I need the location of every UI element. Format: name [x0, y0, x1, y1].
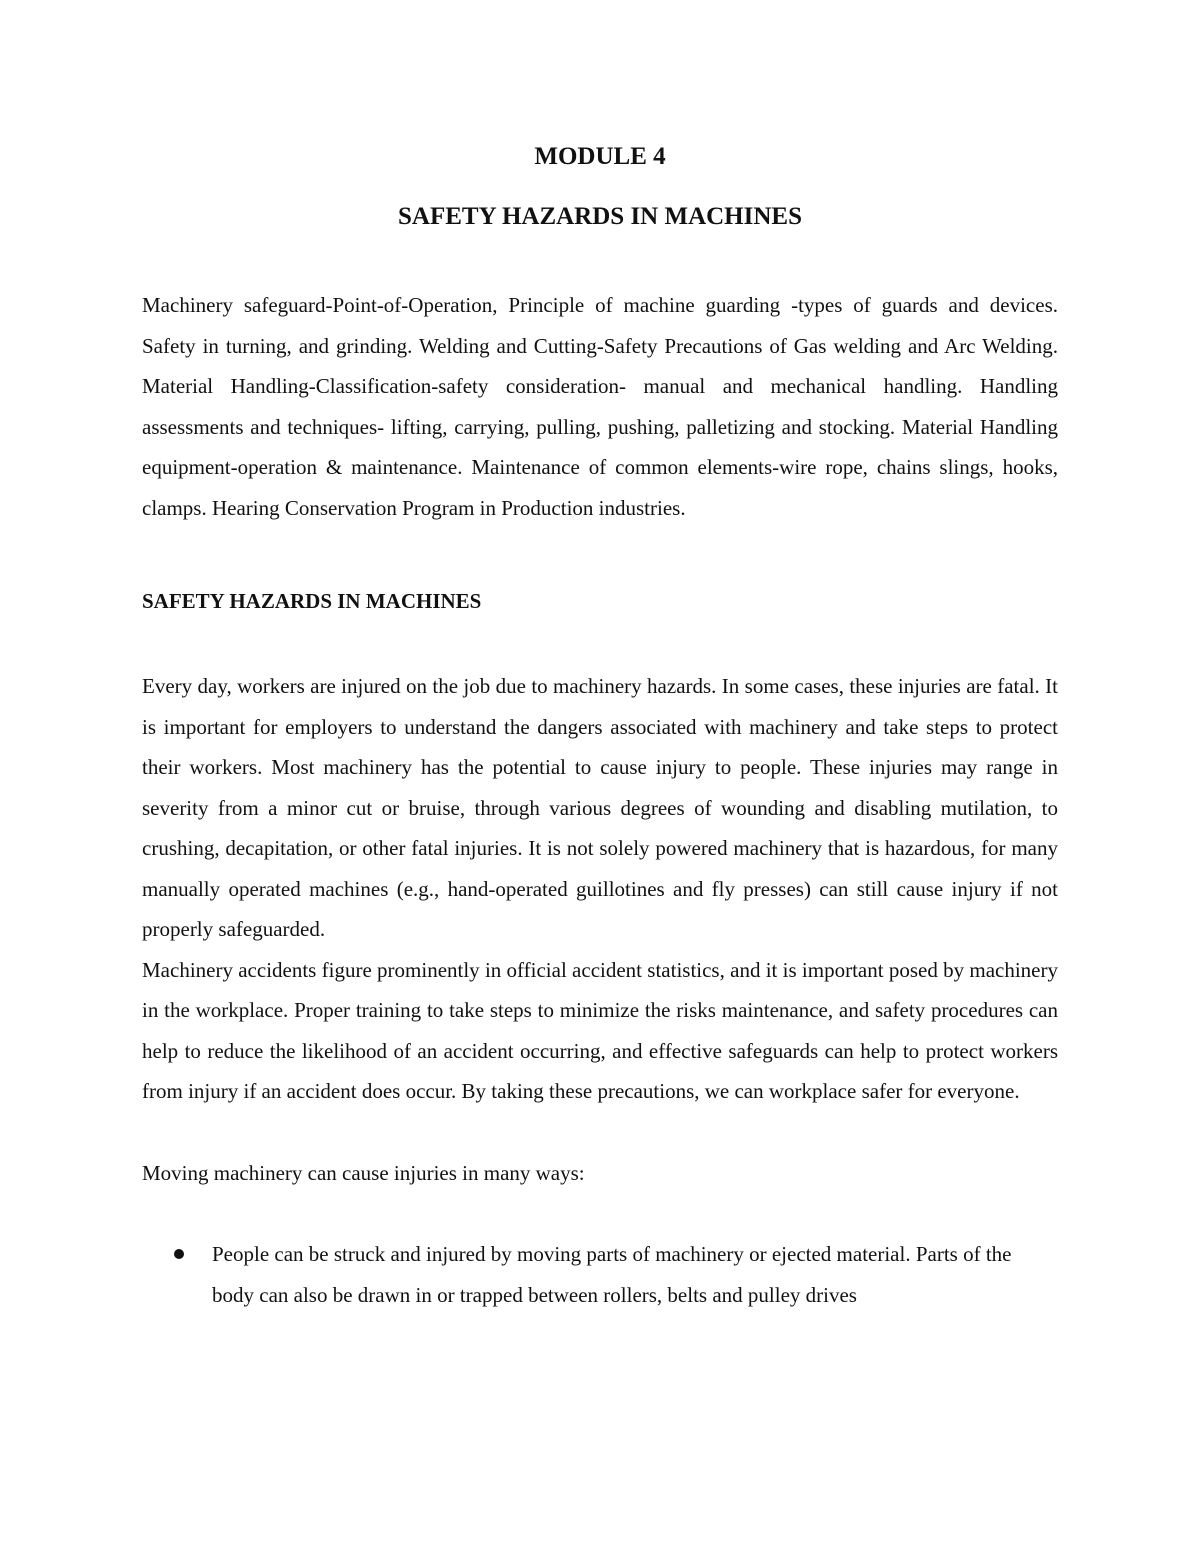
section-heading: SAFETY HAZARDS IN MACHINES	[142, 589, 482, 613]
intro-paragraph: Every day, workers are injured on the job due to machinery hazards. In some cases, these injuries are fatal. It is important for employers to understand the dangers associated with machinery and take steps to protect their workers. Most machinery has the potential to cause injury to people. These injuries may range in severity from a minor cut or bruise, through various degrees of wounding and disabling mutilation, to crushing, decapitation, or other fatal injuries. It is not solely powered machinery that is hazardous, for many manually operated machines (e.g., hand-operated guillotines and fly presses) can still cause injury if not properly safeguarded.	[142, 674, 1058, 941]
injury-bullet-list	[142, 1234, 1058, 1315]
accidents-paragraph: Machinery accidents figure prominently in official accident statistics, and it is important posed by machinery in the workplace. Proper training to take steps to minimize the risks maintenance, and safety procedures can help to reduce the likelihood of an accident occurring, and effective safeguards can help to protect workers from injury if an accident does occur. By taking these precautions, we can workplace safer for everyone.	[142, 957, 1058, 1103]
bullet-icon	[174, 1249, 184, 1259]
syllabus-paragraph: Machinery safeguard-Point-of-Operation, Principle of machine guarding -types of guards and devices. Safety in turning, and grinding. Welding and Cutting-Safety Precautions of Gas welding and Arc Welding. Material Handling-Classification-safety consideration- manual and mechanical handling. Handling assessments and techniques- lifting, carrying, pulling, pushing, palletizing and stocking. Material Handling equipment-operation & maintenance. Maintenance of common elements-wire rope, chains slings, hooks, clamps. Hearing Conservation Program in Production industries.	[142, 293, 1058, 520]
list-item-text: People can be struck and injured by moving parts of machinery or ejected material. Parts of the body can also be drawn in or trapped between rollers, belts and pulley drives	[212, 1242, 1012, 1307]
module-heading: SAFETY HAZARDS IN MACHINES	[398, 203, 802, 230]
list-item	[142, 1234, 1058, 1315]
page-content	[142, 130, 1058, 1315]
module-title: MODULE 4	[534, 143, 666, 170]
moving-machinery-intro: Moving machinery can cause injuries in many ways:	[142, 1160, 585, 1185]
